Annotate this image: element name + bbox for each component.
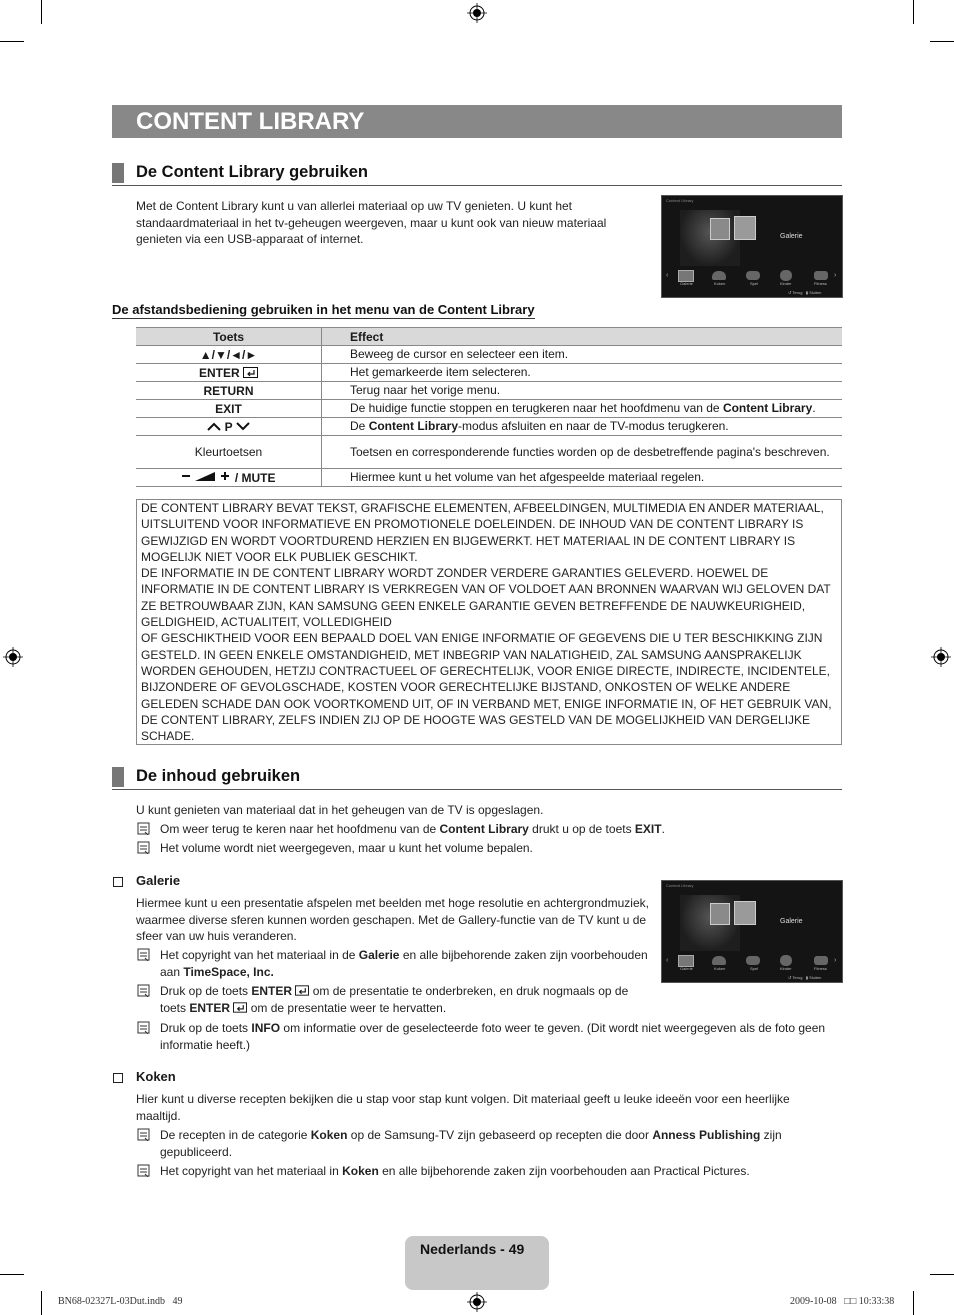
key-cell bbox=[136, 364, 322, 382]
crop-mark bbox=[930, 41, 954, 42]
text: om informatie over de geselecteerde foto weer te geven. (Dit wordt niet weergegeven als de foto geen informatie heeft.) bbox=[160, 1021, 826, 1052]
menu-label: Spel bbox=[750, 281, 759, 286]
note-text bbox=[160, 1020, 840, 1053]
note-text bbox=[160, 947, 660, 980]
key-label: ENTER bbox=[198, 365, 240, 380]
koken-icon bbox=[712, 956, 726, 965]
table-header-row bbox=[136, 328, 842, 346]
effect-text: De bbox=[350, 419, 369, 434]
footer-timestamp: 2009-10-08 □□ 10:33:38 bbox=[790, 1296, 895, 1307]
effect-cell bbox=[322, 418, 843, 436]
chevron-up-icon bbox=[207, 422, 221, 431]
bold-text: INFO bbox=[251, 1021, 281, 1035]
text: Druk op de toets bbox=[160, 1021, 252, 1035]
menu-label: Kinder bbox=[780, 966, 792, 971]
note-icon bbox=[137, 1128, 150, 1141]
bold-text: Galerie bbox=[358, 948, 400, 962]
effect-text: -modus afsluiten en naar de TV-modus terugkeren. bbox=[458, 419, 729, 434]
menu-label: Kinder bbox=[780, 281, 792, 286]
section-bar bbox=[112, 163, 124, 183]
disclaimer-text: DE CONTENT LIBRARY BEVAT TEKST, GRAFISCHE ELEMENTEN, AFBEELDINGEN, MULTIMEDIA EN ANDER MATERIAAL, UITSLUITEND VOOR INFORMATIEVE EN PROMOTIONELE DOELEINDEN. DE INHOUD VAN DE CONTENT LIBRARY IS GEWIJZIGD EN WORDT VOORTDUREND HERZIEN EN BIJGEWERKT. HET MATERIAAL IN DE CONTENT LIBRARY IS MOGELIJK NIET VOOR ELK PUBLIEK GESCHIKT. DE INFORMATIE IN DE CONTENT LIBRARY WORDT ZONDER VERDERE GARANTIES GELEVERD. HOEWEL DE INFORMATIE IN DE CONTENT LIBRARY IS VERKREGEN VAN OF VOLDOET AAN BRONNEN WAARVAN WIJ GELOVEN DAT ZE BETROUWBAAR ZIJN, KAN SAMSUNG GEEN ENKELE GARANTIE GEVEN BETREFFENDE DE NAUWKEURIGHEID, GELDIGHEID, ACTUALITEIT, VOLLEDIGHEID OF GESCHIKTHEID VOOR EEN BEPAALD DOEL VAN ENIGE INFORMATIE OF GEGEVENS DIE U TER BESCHIKKING ZIJN GESTELD. IN GEEN ENKELE OMSTANDIGHEID, MET INBEGRIP VAN NALATIGHEID, ZAL SAMSUNG AANSPRAKELIJK WORDEN GEHOUDEN, HETZIJ CONTRACTUEEL OF GERECHTELIJK, VOOR ENIGE DIRECTE, INDIRECTE, INCIDENTELE, BIJZONDERE OF GEVOLGSCHADE, KOSTEN VOOR GERECHTELIJKE BIJSTAND, ONKOSTEN OF WELKE ANDERE GELEDEN SCHADE DAN OOK VOORTKOMEND UIT, OF IN VERBAND MET, ENIGE INFORMATIE IN, OF HET GEBRUIK VAN, DE CONTENT LIBRARY, ZELFS INDIEN ZIJ OP DE HOOGTE WAS GESTELD VAN DE MOGELIJKHEID VAN DERGELIJKE SCHADE. bbox=[141, 501, 832, 744]
crop-mark bbox=[41, 0, 42, 24]
menu-label: Galerie bbox=[680, 966, 693, 971]
fitness-icon bbox=[814, 271, 828, 280]
effect-bold: Content Library bbox=[722, 401, 813, 416]
spel-icon bbox=[746, 956, 760, 965]
content-library-screenshot bbox=[661, 195, 843, 298]
crop-mark bbox=[930, 1274, 954, 1275]
section-heading: De Content Library gebruiken bbox=[136, 163, 368, 181]
note-icon bbox=[137, 948, 150, 961]
key-cell: EXIT bbox=[136, 400, 322, 418]
key-cell: Kleurtoetsen bbox=[136, 436, 322, 469]
bold-text: ENTER bbox=[189, 1000, 231, 1015]
text: op de Samsung-TV zijn gebaseerd op recepten die door bbox=[347, 1128, 653, 1142]
item-label: Galerie bbox=[780, 918, 803, 925]
key-cell bbox=[136, 418, 322, 436]
note-text: Het volume wordt niet weergegeven, maar u kunt het volume bepalen. bbox=[160, 841, 533, 855]
return-icon: ↺ bbox=[788, 975, 792, 980]
spel-icon bbox=[746, 271, 760, 280]
bold-text: Koken bbox=[342, 1164, 379, 1178]
effect-cell: Toetsen en corresponderende functies worden op de desbetreffende pagina's beschreven. bbox=[322, 436, 843, 469]
screen-header: Content Library bbox=[666, 883, 694, 888]
koken-text: Hier kunt u diverse recepten bekijken die u stap voor stap kunt volgen. Dit materiaal geeft u leuke ideeën voor een heerlijke maaltijd. bbox=[136, 1092, 790, 1123]
section-bar bbox=[112, 767, 124, 787]
effect-cell: Hiermee kunt u het volume van het afgespeelde materiaal regelen. bbox=[322, 469, 843, 487]
subheading bbox=[112, 302, 535, 319]
galerie-text: Hiermee kunt u een presentatie afspelen met beelden met hoge resolutie en achtergrondmuziek, waarmee diverse sferen kunnen worden geschapen. Met de Gallery-functie van de TV kunt u de sfeer van uw huis veranderen. bbox=[136, 896, 649, 943]
footer-exit: Sluiten bbox=[809, 975, 822, 980]
key-label: / MUTE bbox=[234, 470, 276, 485]
key-cell bbox=[136, 469, 322, 487]
bold-text: ENTER bbox=[251, 984, 293, 998]
left-arrow-icon: ‹ bbox=[666, 957, 669, 964]
page-title: CONTENT LIBRARY bbox=[136, 108, 365, 135]
key-cell: RETURN bbox=[136, 382, 322, 400]
right-arrow-icon: › bbox=[834, 272, 837, 279]
note-icon bbox=[137, 984, 150, 997]
menu-label: Koken bbox=[714, 966, 726, 971]
menu-label: Spel bbox=[750, 966, 759, 971]
text: om de presentatie te onderbreken, en druk nogmaals op de toets bbox=[160, 984, 629, 1015]
effect-cell: Beweeg de cursor en selecteer een item. bbox=[322, 346, 843, 364]
footer-back: Terug bbox=[792, 975, 803, 980]
screen-footer bbox=[788, 290, 821, 295]
koken-heading: Koken bbox=[136, 1069, 176, 1084]
effect-cell: Terug naar het vorige menu. bbox=[322, 382, 843, 400]
galerie-screenshot bbox=[661, 880, 843, 983]
registration-mark-icon bbox=[467, 1292, 487, 1312]
menu-label: Fitness bbox=[814, 281, 827, 286]
frame-image bbox=[734, 216, 756, 240]
exit-icon: ▮ bbox=[805, 290, 808, 295]
kinder-icon bbox=[780, 270, 792, 281]
section-heading: De inhoud gebruiken bbox=[136, 767, 301, 785]
effect-cell: Het gemarkeerde item selecteren. bbox=[322, 364, 843, 382]
menu-label: Fitness bbox=[814, 966, 827, 971]
text: zijn gepubliceerd. bbox=[160, 1128, 782, 1159]
table-row bbox=[136, 400, 842, 418]
table-row bbox=[136, 436, 842, 469]
effect-text: De huidige functie stoppen en terugkeren naar het hoofdmenu van de bbox=[350, 401, 723, 416]
note-icon bbox=[137, 1164, 150, 1177]
bold-text: Content Library bbox=[439, 822, 529, 836]
enter-icon bbox=[233, 1002, 247, 1013]
note-text bbox=[160, 821, 840, 838]
footer-file-info: BN68-02327L-03Dut.indb 49 bbox=[58, 1296, 183, 1307]
exit-icon: ▮ bbox=[805, 975, 808, 980]
registration-mark-icon bbox=[3, 647, 23, 667]
crop-mark bbox=[913, 1291, 914, 1315]
item-label: Galerie bbox=[780, 233, 803, 240]
table-row bbox=[136, 418, 842, 436]
screen-header: Content Library bbox=[666, 198, 694, 203]
registration-mark-icon bbox=[931, 647, 951, 667]
text: Druk op de toets bbox=[160, 984, 252, 998]
bold-text: EXIT bbox=[634, 822, 662, 836]
checkbox-bullet-icon bbox=[113, 1073, 123, 1083]
text: . bbox=[661, 822, 665, 836]
effect-text: . bbox=[812, 401, 816, 416]
left-arrow-icon: ‹ bbox=[666, 272, 669, 279]
table-row bbox=[136, 346, 842, 364]
section-header bbox=[112, 163, 842, 186]
col-header-effect: Effect bbox=[322, 328, 843, 346]
intro-text: Met de Content Library kunt u van allerlei materiaal op uw TV genieten. U kunt het standaardmateriaal in het tv-geheugen weergeven, maar u kunt ook van nieuw materiaal genieten via een USB-apparaat of internet. bbox=[136, 199, 607, 246]
footer-back: Terug bbox=[792, 290, 803, 295]
registration-mark-icon bbox=[467, 3, 487, 23]
checkbox-bullet-icon bbox=[113, 877, 123, 887]
fitness-icon bbox=[814, 956, 828, 965]
disclaimer-box bbox=[136, 499, 842, 745]
note-icon bbox=[137, 841, 150, 854]
koken-icon bbox=[712, 271, 726, 280]
text: om de presentatie weer te hervatten. bbox=[247, 1000, 447, 1015]
intro-text: U kunt genieten van materiaal dat in het geheugen van de TV is opgeslagen. bbox=[136, 803, 544, 817]
note-text bbox=[160, 1163, 840, 1180]
page-number: Nederlands - 49 bbox=[420, 1241, 525, 1257]
right-arrow-icon: › bbox=[834, 957, 837, 964]
frame-image bbox=[734, 901, 756, 925]
enter-icon bbox=[295, 985, 309, 996]
subheading-text: De afstandsbediening gebruiken in het menu van de Content Library bbox=[112, 302, 535, 317]
crop-mark bbox=[0, 41, 24, 42]
text: De recepten in de categorie bbox=[160, 1128, 311, 1142]
text: drukt u op de toets bbox=[528, 822, 635, 836]
key-label: P bbox=[224, 419, 233, 434]
kinder-icon bbox=[780, 955, 792, 966]
effect-bold: Content Library bbox=[368, 419, 459, 434]
key-cell: ▲/▼/◄/► bbox=[136, 346, 322, 364]
table-row bbox=[136, 469, 842, 487]
text: Het copyright van het materiaal in de bbox=[160, 948, 359, 962]
effect-cell bbox=[322, 400, 843, 418]
page-number-badge bbox=[405, 1236, 549, 1290]
screen-footer bbox=[788, 975, 821, 980]
crop-mark bbox=[913, 0, 914, 24]
title-banner bbox=[112, 105, 842, 138]
table-row bbox=[136, 382, 842, 400]
chevron-down-icon bbox=[236, 422, 250, 431]
note-icon bbox=[137, 1021, 150, 1034]
text: en alle bijbehorende zaken zijn voorbehouden aan Practical Pictures. bbox=[378, 1164, 750, 1178]
volume-icon bbox=[181, 471, 231, 483]
table-row bbox=[136, 364, 842, 382]
menu-label: Galerie bbox=[680, 281, 693, 286]
col-header-key: Toets bbox=[136, 328, 322, 346]
remote-key-table bbox=[136, 327, 842, 487]
text: Om weer terug te keren naar het hoofdmenu van de bbox=[160, 822, 440, 836]
bold-text: TimeSpace, Inc. bbox=[183, 964, 274, 979]
enter-icon bbox=[243, 367, 258, 378]
galerie-heading: Galerie bbox=[136, 873, 181, 888]
menu-label: Koken bbox=[714, 281, 726, 286]
text: en alle bijbehorende zaken zijn voorbehouden aan bbox=[160, 948, 648, 979]
return-icon: ↺ bbox=[788, 290, 792, 295]
note-icon bbox=[137, 822, 150, 835]
crop-mark bbox=[41, 1291, 42, 1315]
text: Het copyright van het materiaal in bbox=[160, 1164, 343, 1178]
footer-exit: Sluiten bbox=[809, 290, 822, 295]
crop-mark bbox=[0, 1274, 24, 1275]
bold-text: Anness Publishing bbox=[652, 1128, 761, 1142]
section-header bbox=[112, 767, 842, 790]
bold-text: Koken bbox=[310, 1128, 348, 1142]
frame-image bbox=[710, 903, 730, 925]
note-text bbox=[160, 1127, 840, 1160]
note-text bbox=[160, 983, 650, 1016]
frame-image bbox=[710, 218, 730, 240]
